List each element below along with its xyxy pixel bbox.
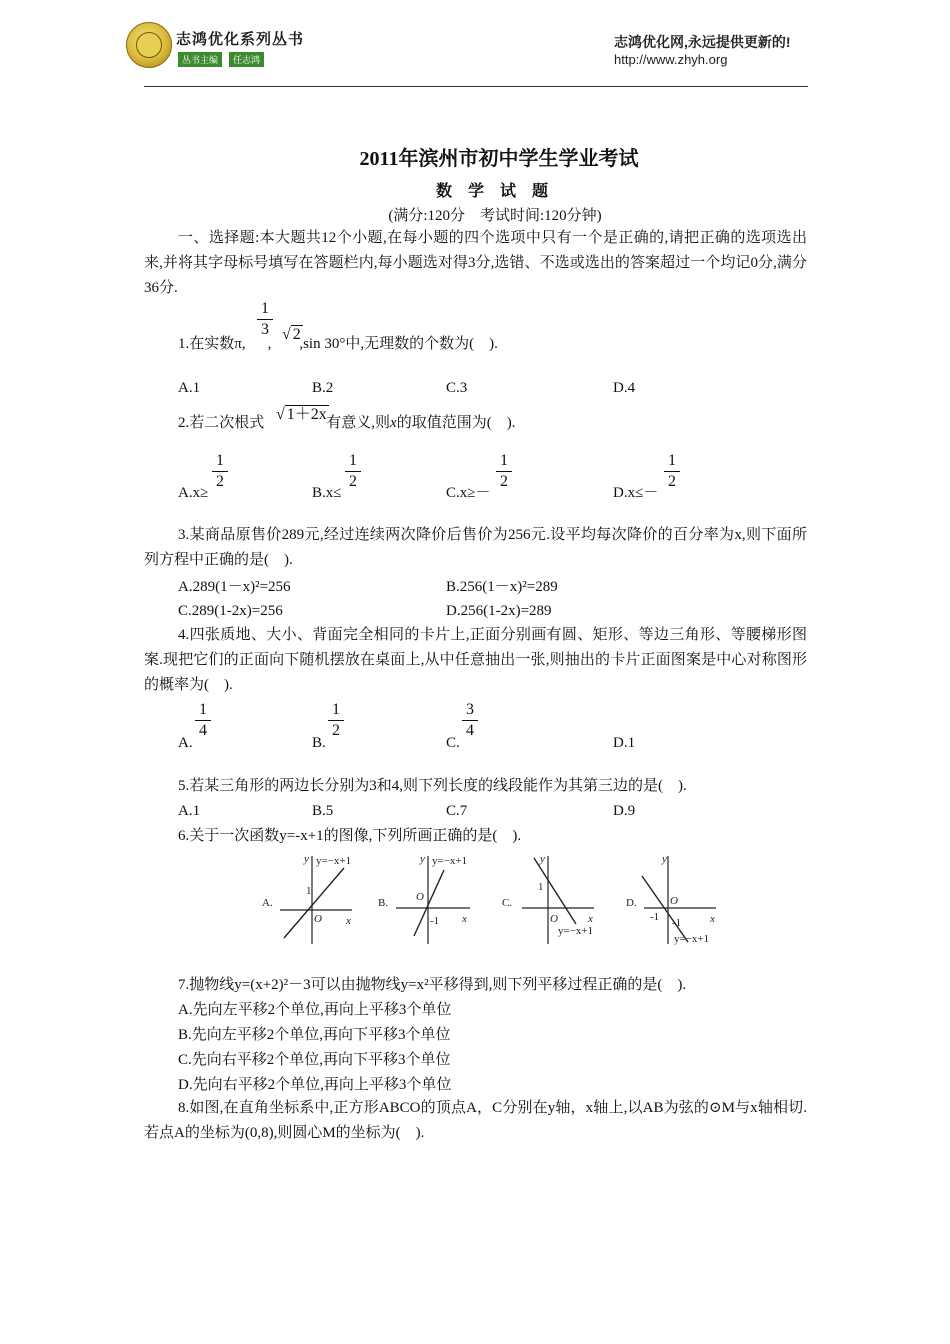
svg-text:y: y [540,853,545,865]
q1-option-d: D.4 [613,380,636,396]
q2-stem: 2.若二次根式 有意义,则x的取值范围为( ). [178,415,516,431]
svg-text:1: 1 [306,885,312,897]
header-url[interactable]: http://www.zhyh.org [614,52,728,67]
svg-text:y: y [662,853,667,865]
q3-option-c: C.289(1-2x)=256 [178,603,283,619]
editor-tag: 丛书主编 [178,52,222,67]
svg-text:O: O [670,895,678,907]
q4-option-c: C. [446,735,460,751]
q3-option-d: D.256(1-2x)=289 [446,603,552,619]
q2-option-d: D.x≤－ [613,485,659,501]
q4-option-a: A. [178,735,193,751]
q7-option-d: D.先向右平移2个单位,再向上平移3个单位 [178,1077,452,1093]
svg-text:x: x [710,913,715,925]
q2-option-c-fraction: 1 2 [496,452,512,491]
q6-graph-a [262,850,362,953]
svg-text:x: x [588,913,593,925]
q5-option-a: A.1 [178,803,201,819]
q8-stem: 8.如图,在直角坐标系中,正方形ABCO的顶点A，C分别在y轴，x轴上,以AB为弦的⊙M与x轴相切.若点A的坐标为(0,8),则圆心M的坐标为( ). [144,1100,807,1141]
q4-option-d: D.1 [613,735,636,751]
svg-text:y: y [420,853,425,865]
q6-graph-d [626,850,726,953]
svg-text:B.: B. [378,897,389,909]
q4-option-b-fraction: 1 2 [328,701,344,740]
svg-text:y=−x+1: y=−x+1 [316,855,352,867]
svg-text:O: O [550,913,558,925]
svg-text:O: O [416,891,424,903]
q5-option-b: B.5 [312,803,334,819]
q7-option-b: B.先向左平移2个单位,再向下平移3个单位 [178,1027,451,1043]
series-title: 志鸿优化系列丛书 [176,31,305,48]
svg-text:-1: -1 [430,915,440,927]
svg-text:A.: A. [262,897,273,909]
q4-option-b: B. [312,735,326,751]
section-intro: 一、选择题:本大题共12个小题,在每小题的四个选项中只有一个是正确的,请把正确的选项选出来,并将其字母标号填写在答题栏内,每小题选对得3分,选错、不选或选出的答案超过一个均记0分,满分36分. [144,230,807,296]
svg-text:D.: D. [626,897,637,909]
q3-stem: 3.某商品原售价289元,经过连续两次降价后售价为256元.设平均每次降价的百分率为x,则下面所列方程中正确的是( ). [144,527,807,568]
q7-option-a: A.先向左平移2个单位,再向上平移3个单位 [178,1002,452,1018]
svg-text:-1: -1 [650,911,660,923]
exam-subtitle: 数 学 试 题 [435,183,554,200]
svg-text:y: y [304,853,309,865]
q1-stem: 1.在实数π, , ,sin 30°中,无理数的个数为( ). [178,336,498,352]
q1-option-c: C.3 [446,380,468,396]
svg-text:y=−x+1: y=−x+1 [674,933,710,945]
q1-option-b: B.2 [312,380,334,396]
svg-text:x: x [462,913,467,925]
q3-option-a: A.289(1－x)²=256 [178,579,291,595]
svg-text:y=−x+1: y=−x+1 [432,855,468,867]
q1-sqrt: √ 2 [282,326,301,343]
q6-graph-b [378,850,478,953]
editor-name-tag: 任志鸿 [228,52,264,67]
q3-option-b: B.256(1－x)²=289 [446,579,558,595]
q7-stem: 7.抛物线y=(x+2)²－3可以由抛物线y=x²平移得到,则下列平移过程正确的是( ). [178,977,687,993]
q2-option-d-fraction: 1 2 [664,452,680,491]
svg-text:C.: C. [502,897,513,909]
svg-text:O: O [314,913,322,925]
q2-sqrt: √ 1＋2x [276,406,327,423]
header-divider [144,86,808,87]
q2-option-c: C.x≥－ [446,485,491,501]
q2-option-b: B.x≤ [312,485,342,501]
q2-option-b-fraction: 1 2 [345,452,361,491]
q5-stem: 5.若某三角形的两边长分别为3和4,则下列长度的线段能作为其第三边的是( ). [178,778,687,794]
svg-text:y=−x+1: y=−x+1 [558,925,594,937]
q1-fraction: 1 3 [257,300,273,339]
publisher-logo [126,22,172,68]
q2-option-a-fraction: 1 2 [212,452,228,491]
svg-text:1: 1 [538,881,544,893]
q5-option-d: D.9 [613,803,636,819]
q6-graph-c [502,850,602,953]
q4-option-a-fraction: 1 4 [195,701,211,740]
q1-option-a: A.1 [178,380,201,396]
svg-text:x: x [346,915,351,927]
svg-text:-1: -1 [672,917,682,929]
header-slogan: 志鸿优化网,永远提供更新的! [614,34,791,50]
q7-option-c: C.先向右平移2个单位,再向下平移3个单位 [178,1052,451,1068]
q2-option-a: A.x≥ [178,485,209,501]
q4-option-c-fraction: 3 4 [462,701,478,740]
q6-stem: 6.关于一次函数y=-x+1的图像,下列所画正确的是( ). [178,828,522,844]
q4-stem: 4.四张质地、大小、背面完全相同的卡片上,正面分别画有圆、矩形、等边三角形、等腰梯形图案.现把它们的正面向下随机摆放在桌面上,从中任意抽出一张,则抽出的卡片正面图案是中心对称图形的概率为( ). [144,627,807,693]
exam-title: 2011年滨州市初中学生学业考试 [359,148,639,170]
exam-info: (满分:120分 考试时间:120分钟) [388,208,602,224]
q5-option-c: C.7 [446,803,468,819]
